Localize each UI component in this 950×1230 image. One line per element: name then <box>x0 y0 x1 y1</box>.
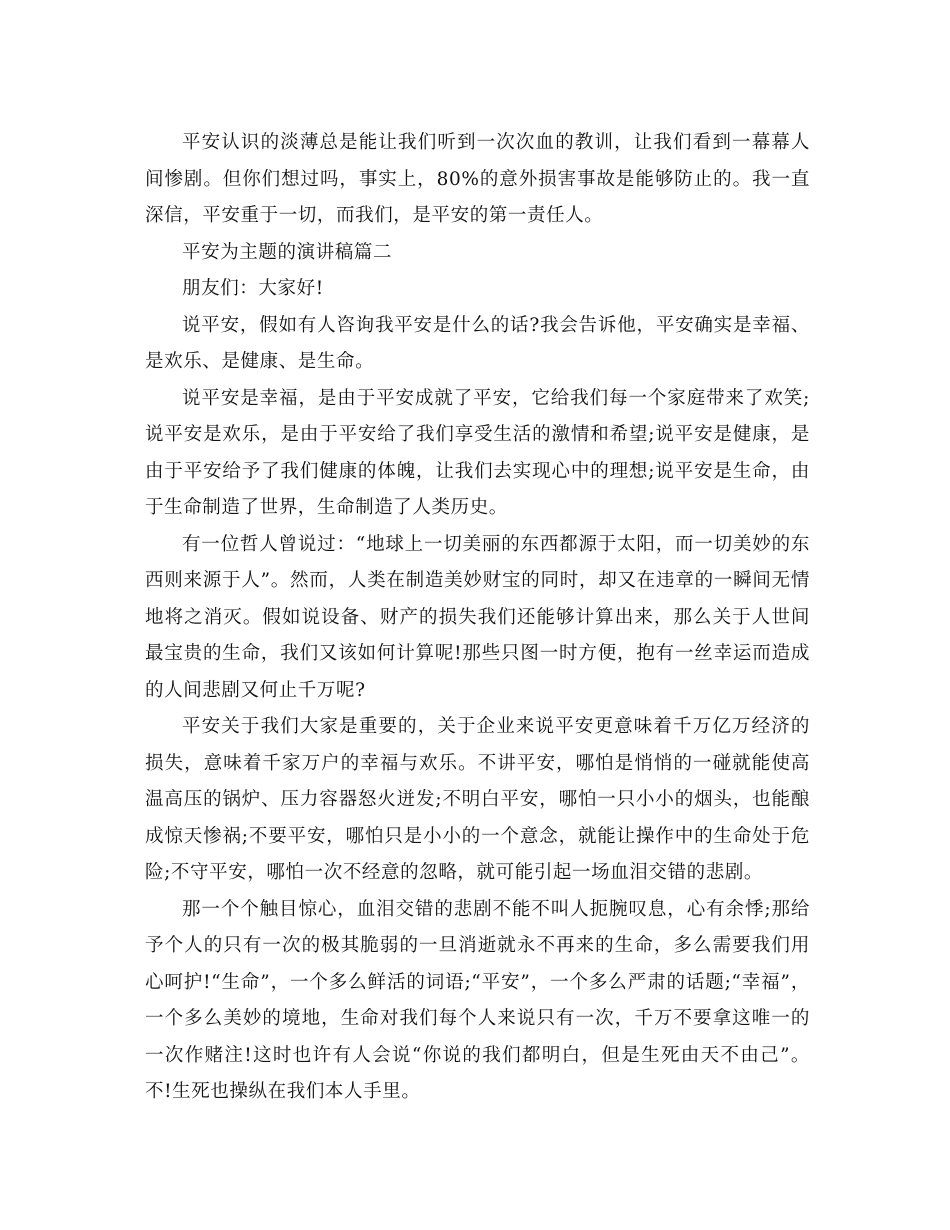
paragraph-what-is-safety: 说平安，假如有人咨询我平安是什么的话?我会告诉他，平安确实是幸福、是欢乐、是健康、是生命。 <box>145 314 810 372</box>
document-body <box>145 125 810 1111</box>
paragraph-safety-awareness: 平安认识的淡薄总是能让我们听到一次次血的教训，让我们看到一幕幕人间惨剧。但你们想过吗，事实上，80%的意外损害事故是能够防止的。我一直深信，平安重于一切，而我们，是平安的第一责任人。 <box>145 132 810 226</box>
greeting: 朋友们：大家好! <box>182 278 324 299</box>
section-heading: 平安为主题的演讲稿篇二 <box>182 241 393 263</box>
paragraph-safety-is-happiness: 说平安是幸福，是由于平安成就了平安，它给我们每一个家庭带来了欢笑;说平安是欢乐，是由于平安给了我们享受生活的激情和希望;说平安是健康，是由于平安给予了我们健康的体魄，让我们去实现心中的理想;说平安是生命，由于生命制造了世界，生命制造了人类历史。 <box>145 387 810 518</box>
paragraph-philosopher-quote: 有一位哲人曾说过：“地球上一切美丽的东西都源于太阳，而一切美妙的东西则来源于人”。然而，人类在制造美妙财宝的同时，却又在违章的一瞬间无情地将之消灭。假如说设备、财产的损失我们还能够计算出来，那么关于人世间最宝贵的生命，我们又该如何计算呢!那些只图一时方便，抱有一丝幸运而造成的人间悲剧又何止千万呢? <box>145 533 810 701</box>
paragraph-tragedies: 那一个个触目惊心，血泪交错的悲剧不能不叫人扼腕叹息，心有余悸;那给予个人的只有一次的极其脆弱的一旦消逝就永不再来的生命，多么需要我们用心呵护!“生命”，一个多么鲜活的词语;“平安”，一个多么严肃的话题;“幸福”，一个多么美妙的境地，生命对我们每个人来说只有一次，千万不要拿这唯一的一次作赌注!这时也许有人会说“你说的我们都明白，但是生死由天不由己”。不!生死也操纵在我们本人手里。 <box>145 898 810 1102</box>
paragraph-safety-importance: 平安关于我们大家是重要的，关于企业来说平安更意味着千万亿万经济的损失，意味着千家万户的幸福与欢乐。不讲平安，哪怕是悄悄的一碰就能使高温高压的锅炉、压力容器怒火迸发;不明白平安，哪怕一只小小的烟头，也能酿成惊天惨祸;不要平安，哪怕只是小小的一个意念，就能让操作中的生命处于危险;不守平安，哪怕一次不经意的忽略，就可能引起一场血泪交错的悲剧。 <box>145 716 810 883</box>
